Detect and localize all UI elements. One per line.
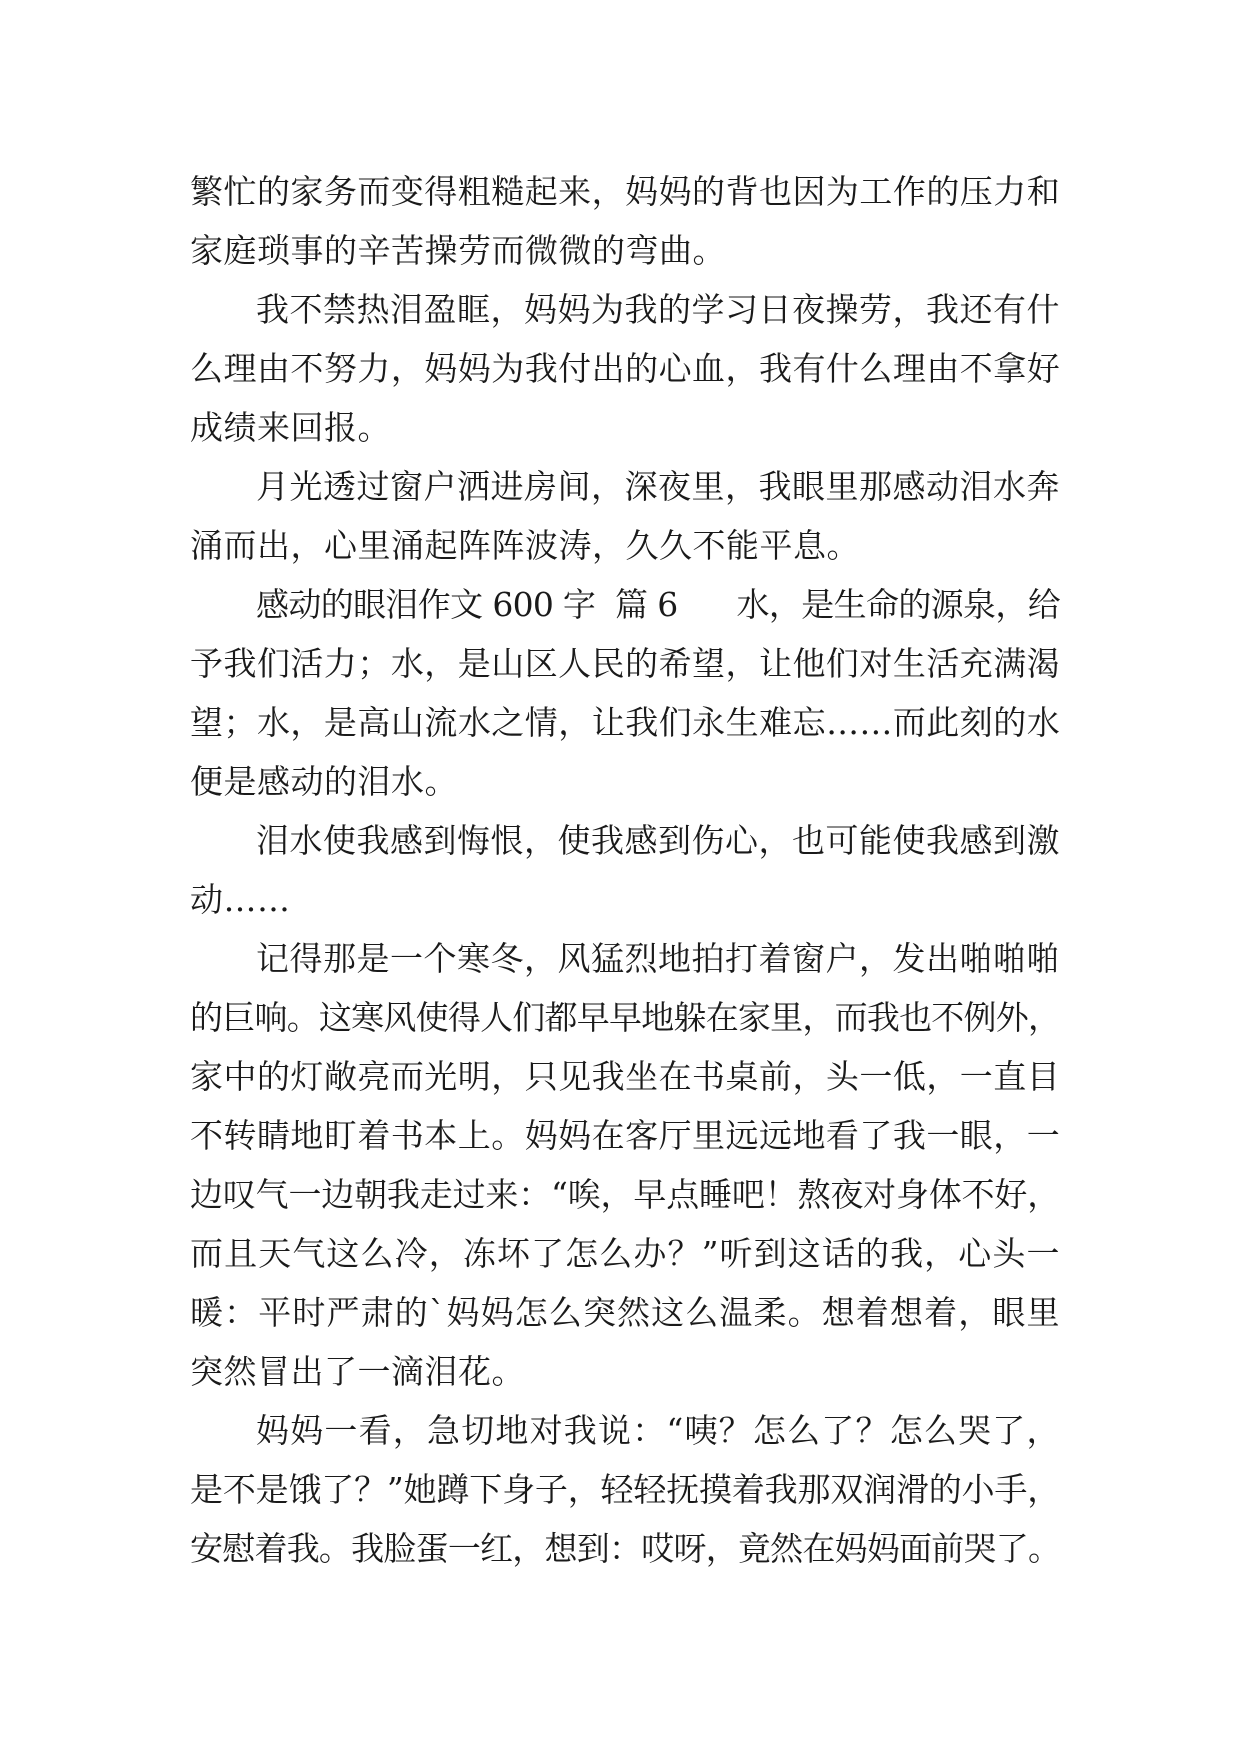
text-line: 突然冒出了一滴泪花。 (190, 1352, 525, 1391)
text-line: 暖：平时严肃的`妈妈怎么突然这么温柔。想着想着，眼里 (190, 1293, 1060, 1332)
text-line: 边叹气一边朝我走过来：“唉，早点睡吧！熬夜对身体不好， (190, 1175, 1060, 1214)
text-line: 动…… (190, 880, 291, 919)
paragraph (190, 162, 1060, 280)
text-line: 我不禁热泪盈眶，妈妈为我的学习日夜操劳，我还有什 (256, 290, 1060, 329)
text-line: 记得那是一个寒冬，风猛烈地拍打着窗户，发出啪啪啪 (256, 939, 1060, 978)
text-line: 繁忙的家务而变得粗糙起来，妈妈的背也因为工作的压力和 (190, 172, 1060, 211)
paragraph (190, 575, 1060, 811)
text-line: 泪水使我感到悔恨，使我感到伤心，也可能使我感到激 (256, 821, 1060, 860)
text-line: 家庭琐事的辛苦操劳而微微的弯曲。 (190, 231, 726, 270)
text-line: 涌而出，心里涌起阵阵波涛，久久不能平息。 (190, 526, 860, 565)
text-line: 予我们活力；水，是山区人民的希望，让他们对生活充满渴 (190, 644, 1060, 683)
text-line: 的巨响。这寒风使得人们都早早地躲在家里，而我也不例外， (190, 998, 1060, 1037)
text-line: 是不是饿了？”她蹲下身子，轻轻抚摸着我那双润滑的小手， (190, 1470, 1060, 1509)
text-line: 妈妈一看，急切地对我说：“咦？怎么了？怎么哭了， (256, 1411, 1060, 1450)
paragraph (190, 811, 1060, 929)
text-line: 家中的灯敞亮而光明，只见我坐在书桌前，头一低，一直目 (190, 1057, 1060, 1096)
paragraph (190, 457, 1060, 575)
text-line: 便是感动的泪水。 (190, 762, 458, 801)
paragraph (190, 929, 1060, 1401)
text-line: 望；水，是高山流水之情，让我们永生难忘……而此刻的水 (190, 703, 1060, 742)
text-line: 月光透过窗户洒进房间，深夜里，我眼里那感动泪水奔 (256, 467, 1060, 506)
text-line: 安慰着我。我脸蛋一红，想到：哎呀，竟然在妈妈面前哭了。 (190, 1529, 1060, 1568)
text-line: 不转睛地盯着书本上。妈妈在客厅里远远地看了我一眼，一 (190, 1116, 1060, 1155)
text-line: 而且天气这么冷，冻坏了怎么办？”听到这话的我，心头一 (190, 1234, 1060, 1273)
text-line: 么理由不努力，妈妈为我付出的心血，我有什么理由不拿好 (190, 349, 1060, 388)
paragraph (190, 1401, 1060, 1578)
document-page (190, 162, 1060, 1578)
text-line: 感动的眼泪作文 600 字 篇 6 水，是生命的源泉，给 (256, 585, 1060, 624)
text-line: 成绩来回报。 (190, 408, 391, 447)
paragraph (190, 280, 1060, 457)
